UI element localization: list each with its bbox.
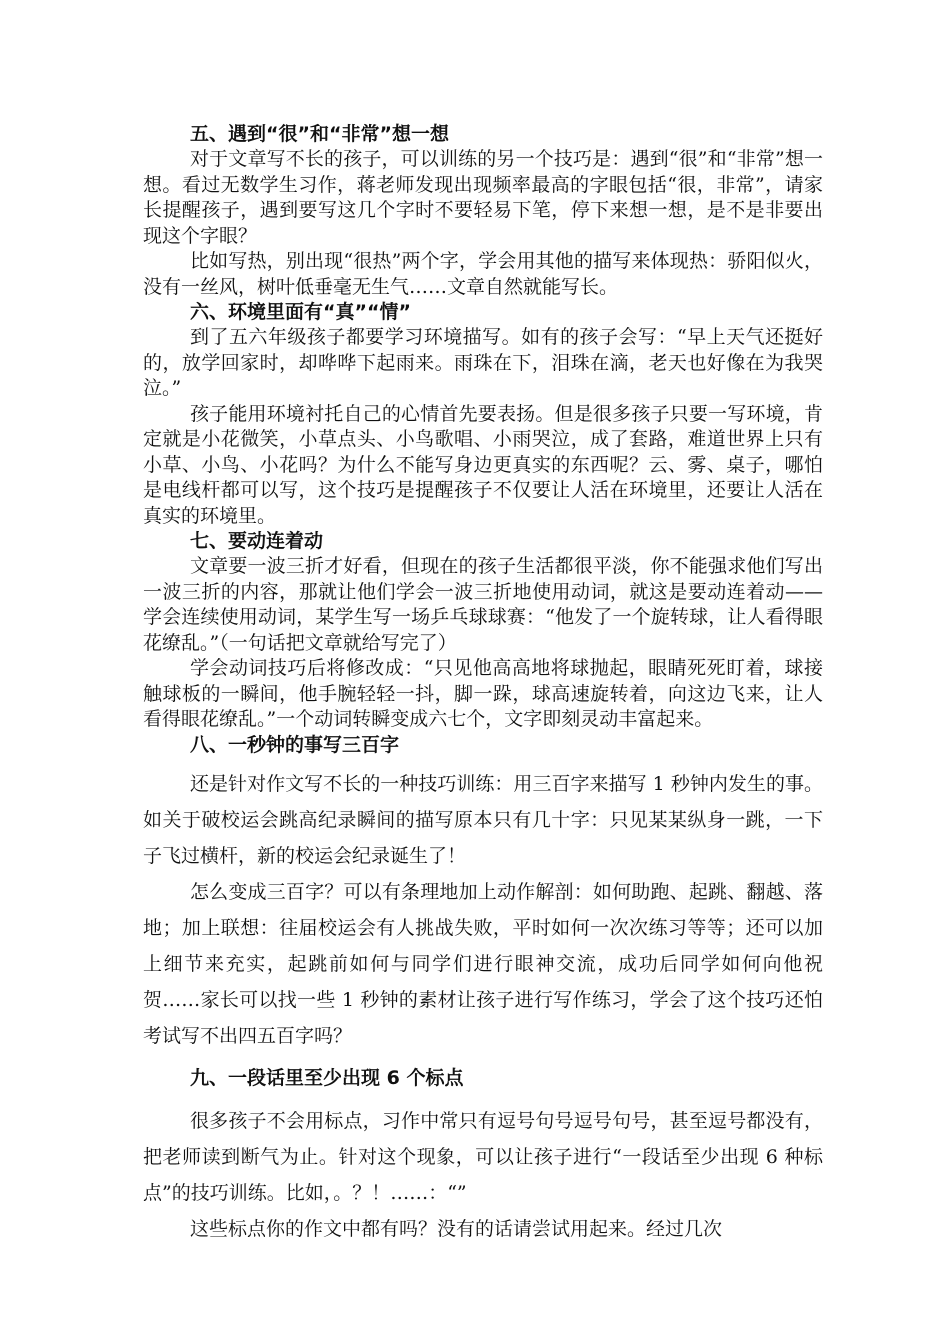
section-9-paragraph-2: 这些标点你的作文中都有吗？没有的话请尝试用起来。经过几次 <box>190 1217 723 1240</box>
section-8-heading: 八、一秒钟的事写三百字 <box>190 733 400 756</box>
section-7-paragraph-2: 学会动词技巧后将修改成：“只见他高高地将球抛起，眼睛死死盯着，球接触球板的一瞬间，他手腕轻轻一抖，脚一跺，球高速旋转着，向这边飞来，让人看得眼花缭乱。”一个动词转瞬变成六七个，文字即刻灵动丰富起来。 <box>143 657 823 730</box>
section-6-heading: 六、环境里面有“真”“情” <box>190 301 411 323</box>
document-page <box>143 122 823 1247</box>
section-8-paragraph-1: 还是针对作文写不长的一种技巧训练：用三百字来描写 1 秒钟内发生的事。如关于破校运会跳高纪录瞬间的描写原本只有几十字：只见某某纵身一跳，一下子飞过横杆，新的校运会纪录诞生了！ <box>143 772 823 867</box>
section-7-paragraph-1: 文章要一波三折才好看，但现在的孩子生活都很平淡，你不能强求他们写出一波三折的内容，那就让他们学会一波三折地使用动词，就这是要动连着动——学会连续使用动词，某学生写一场乒乓球球赛：“他发了一个旋转球，让人看得眼花缭乱。”（一句话把文章就给写完了） <box>143 555 823 654</box>
section-7-heading: 七、要动连着动 <box>190 530 324 552</box>
section-6-paragraph-1: 到了五六年级孩子都要学习环境描写。如有的孩子会写：“早上天气还挺好的，放学回家时，却哗哗下起雨来。雨珠在下，泪珠在滴，老天也好像在为我哭泣。” <box>143 326 823 399</box>
section-8-paragraph-2: 怎么变成三百字？可以有条理地加上动作解剖：如何助跑、起跳、翻越、落地；加上联想：往届校运会有人挑战失败，平时如何一次次练习等等；还可以加上细节来充实，起跳前如何与同学们进行眼神交流，成功后同学如何向他祝贺……家长可以找一些 1 秒钟的素材让孩子进行写作练习，学会了这个技巧还怕考试写不出四五百字吗？ <box>143 880 823 1047</box>
section-9-heading: 九、一段话里至少出现 6 个标点 <box>190 1066 464 1089</box>
section-5-paragraph-2: 比如写热，别出现“很热”两个字，学会用其他的描写来体现热：骄阳似火，没有一丝风，树叶低垂毫无生气……文章自然就能写长。 <box>143 250 823 298</box>
section-9-paragraph-1: 很多孩子不会用标点，习作中常只有逗号句号逗号句号，甚至逗号都没有，把老师读到断气为止。针对这个现象，可以让孩子进行“一段话至少出现 6 种标点”的技巧训练。比如，。？！……：“” <box>143 1109 823 1204</box>
section-5-paragraph-1: 对于文章写不长的孩子，可以训练的另一个技巧是：遇到“很”和“非常”想一想。看过无数学生习作，蒋老师发现出现频率最高的字眼包括“很，非常”，请家长提醒孩子，遇到要写这几个字时不要轻易下笔，停下来想一想，是不是非要出现这个字眼？ <box>143 148 823 247</box>
section-6-paragraph-2: 孩子能用环境衬托自己的心情首先要表扬。但是很多孩子只要一写环境，肯定就是小花微笑，小草点头、小鸟歌唱、小雨哭泣，成了套路，难道世界上只有小草、小鸟、小花吗？为什么不能写身边更真实的东西呢？云、雾、桌子，哪怕是电线杆都可以写，这个技巧是提醒孩子不仅要让人活在环境里，还要让人活在真实的环境里。 <box>143 402 823 527</box>
section-5-heading: 五、遇到“很”和“非常”想一想 <box>190 123 449 145</box>
